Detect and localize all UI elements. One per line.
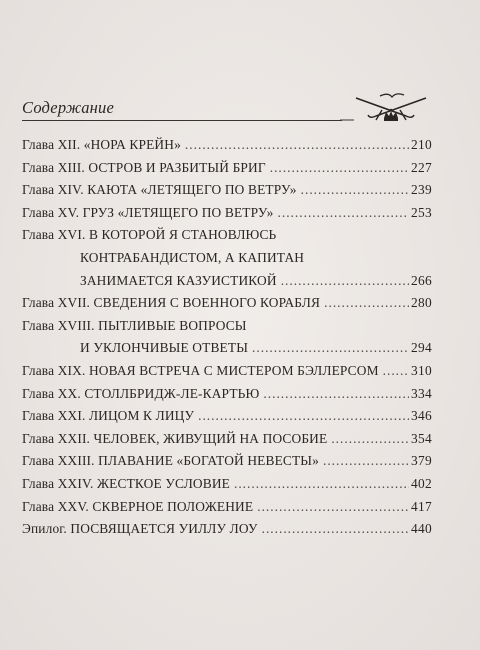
- toc-entry: [22, 315, 432, 360]
- toc-entry-line: [22, 405, 432, 428]
- page-number: 227: [411, 159, 432, 175]
- page-number: 346: [411, 408, 432, 424]
- page-number: 266: [411, 272, 432, 288]
- dot-leader: [278, 202, 409, 225]
- toc-entry-line: [22, 224, 432, 247]
- toc-entry-title: Глава XXIV. ЖЕСТКОЕ УСЛОВИЕ: [22, 475, 230, 491]
- toc-entry-line: [22, 360, 432, 383]
- toc-entry-title: Глава XVII. СВЕДЕНИЯ С ВОЕННОГО КОРАБЛЯ: [22, 295, 321, 311]
- toc-entry-title: Глава XIII. ОСТРОВ И РАЗБИТЫЙ БРИГ: [22, 159, 266, 175]
- toc-entry-title: Глава XV. ГРУЗ «ЛЕТЯЩЕГО ПО ВЕТРУ»: [22, 204, 274, 220]
- toc-entry-line: [22, 383, 432, 406]
- dot-leader: [383, 360, 409, 383]
- toc-entry-line: [22, 518, 432, 541]
- toc-entry-line: [22, 315, 432, 338]
- toc-entry-line: [22, 247, 432, 270]
- toc-entry-line: [22, 270, 432, 293]
- toc-entry: [22, 292, 432, 315]
- dot-leader: [270, 157, 409, 180]
- page-number: 239: [411, 182, 432, 198]
- toc-entry-line: [22, 337, 432, 360]
- page-number: 379: [411, 453, 432, 469]
- dot-leader: [262, 518, 409, 541]
- table-of-contents: [22, 134, 432, 541]
- toc-entry-line: [22, 134, 432, 157]
- contents-header: [22, 90, 432, 124]
- dot-leader: [301, 179, 409, 202]
- toc-entry-title: Глава XXI. ЛИЦОМ К ЛИЦУ: [22, 408, 195, 424]
- page-number: 253: [411, 204, 432, 220]
- page-number: 402: [411, 475, 432, 491]
- toc-entry-title: Глава XIV. КАЮТА «ЛЕТЯЩЕГО ПО ВЕТРУ»: [22, 182, 297, 198]
- toc-entry-title: Глава XXIII. ПЛАВАНИЕ «БОГАТОЙ НЕВЕСТЫ»: [22, 453, 319, 469]
- toc-entry-title: Глава XVIII. ПЫТЛИВЫЕ ВОПРОСЫ: [22, 317, 247, 333]
- dot-leader: [252, 337, 409, 360]
- toc-entry-title: Глава XX. СТОЛЛБРИДЖ-ЛЕ-КАРТЬЮ: [22, 385, 260, 401]
- toc-entry-title: КОНТРАБАНДИСТОМ, А КАПИТАН: [80, 249, 305, 265]
- toc-entry: [22, 405, 432, 428]
- toc-entry-title: Глава XVI. В КОТОРОЙ Я СТАНОВЛЮСЬ: [22, 227, 277, 243]
- toc-entry-title: И УКЛОНЧИВЫЕ ОТВЕТЫ: [80, 340, 249, 356]
- page-number: 280: [411, 295, 432, 311]
- toc-entry: [22, 224, 432, 292]
- dot-leader: [263, 383, 409, 406]
- toc-entry: [22, 473, 432, 496]
- crossed-swords-crown-icon: [340, 90, 432, 126]
- toc-entry-title: ЗАНИМАЕТСЯ КАЗУИСТИКОЙ: [80, 272, 277, 288]
- dot-leader: [331, 428, 409, 451]
- toc-entry-title: Глава XXV. СКВЕРНОЕ ПОЛОЖЕНИЕ: [22, 498, 254, 514]
- toc-entry: [22, 202, 432, 225]
- page-number: 354: [411, 430, 432, 446]
- toc-entry-title: Глава XIX. НОВАЯ ВСТРЕЧА С МИСТЕРОМ БЭЛЛЕРСОМ: [22, 362, 379, 378]
- toc-entry: [22, 428, 432, 451]
- dot-leader: [234, 473, 409, 496]
- toc-entry-line: [22, 202, 432, 225]
- toc-entry-title: Глава XXII. ЧЕЛОВЕК, ЖИВУЩИЙ НА ПОСОБИЕ: [22, 430, 328, 446]
- toc-entry-title: Глава XII. «НОРА КРЕЙН»: [22, 137, 181, 152]
- toc-entry: [22, 134, 432, 157]
- toc-entry-line: [22, 428, 432, 451]
- toc-entry: [22, 360, 432, 383]
- toc-entry: [22, 518, 432, 541]
- toc-entry-line: [22, 292, 432, 315]
- toc-entry-line: [22, 496, 432, 519]
- header-rule: [22, 120, 342, 121]
- contents-title: Содержание: [22, 98, 115, 117]
- dot-leader: [323, 450, 409, 473]
- toc-entry: [22, 179, 432, 202]
- toc-entry-line: [22, 473, 432, 496]
- toc-entry: [22, 496, 432, 519]
- dot-leader: [281, 270, 409, 293]
- toc-entry-title: Эпилог. ПОСВЯЩАЕТСЯ УИЛЛУ ЛОУ: [22, 521, 258, 537]
- toc-entry: [22, 450, 432, 473]
- toc-entry-line: [22, 450, 432, 473]
- toc-entry: [22, 383, 432, 406]
- toc-entry: [22, 157, 432, 180]
- page-number: 440: [411, 521, 432, 537]
- page-number: 210: [411, 137, 432, 152]
- dot-leader: [257, 496, 409, 519]
- page-number: 310: [411, 362, 432, 378]
- dot-leader: [198, 405, 409, 428]
- page-number: 294: [411, 340, 432, 356]
- dot-leader: [185, 134, 409, 157]
- dot-leader: [324, 292, 409, 315]
- toc-entry-line: [22, 157, 432, 180]
- page-number: 334: [411, 385, 432, 401]
- page-number: 417: [411, 498, 432, 514]
- toc-entry-line: [22, 179, 432, 202]
